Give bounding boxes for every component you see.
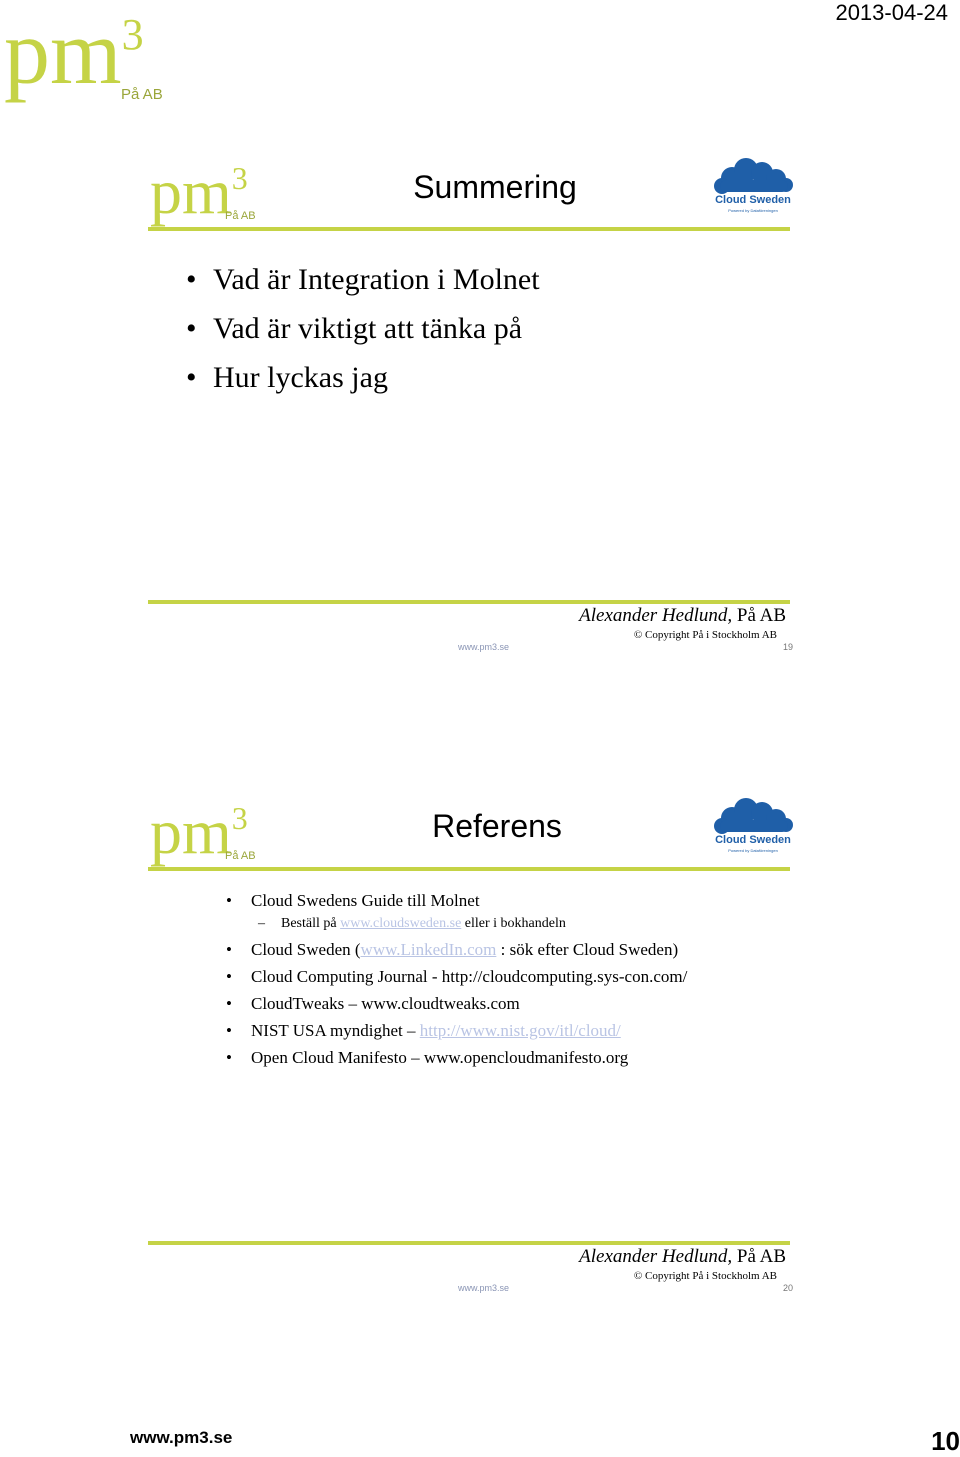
slide20-bullet-5-pre: NIST USA myndighet – xyxy=(251,1021,420,1040)
slide20-logo-text: pm xyxy=(150,796,232,867)
slide20-bullet-4 xyxy=(226,994,520,1014)
bullet-dot: • xyxy=(226,967,232,986)
slide20-bullet-1-text: Cloud Swedens Guide till Molnet xyxy=(251,891,480,910)
slide19-footer-rule xyxy=(148,600,790,604)
slide19-author-name: Alexander Hedlund, xyxy=(579,605,733,626)
slide19-copyright: © Copyright På i Stockholm AB xyxy=(633,629,777,641)
bullet-dot: • xyxy=(186,361,197,394)
slide19-bullet-3-text: Hur lyckas jag xyxy=(213,361,388,394)
slide19-bullet-3 xyxy=(186,361,388,395)
slide20-footer-rule xyxy=(148,1241,790,1245)
slide20-page-number: 20 xyxy=(783,1283,794,1293)
bullet-dot: • xyxy=(226,1048,232,1067)
slide19-bullet-2 xyxy=(186,312,522,346)
slide20-cloud-sweden-logo xyxy=(710,798,796,856)
slide19-bullet-2-text: Vad är viktigt att tänka på xyxy=(213,312,523,345)
slide20-bullet-3-text: Cloud Computing Journal - http://cloudcomputing.sys-con.com/ xyxy=(251,967,688,986)
header-logo-text: pm xyxy=(4,1,122,103)
slide19-author xyxy=(579,605,786,627)
slide19-author-org: På AB xyxy=(732,605,786,626)
page-number: 10 xyxy=(931,1426,960,1456)
bullet-dot: • xyxy=(186,263,197,296)
slide20-bullet-6-text: Open Cloud Manifesto – www.opencloudmanifesto.org xyxy=(251,1048,629,1067)
slide20-title-rule xyxy=(148,867,790,871)
page-footer-url[interactable]: www.pm3.se xyxy=(130,1428,233,1447)
dash-mark: – xyxy=(258,916,265,931)
slide20-bullet-6 xyxy=(226,1048,628,1068)
slide19-cloud-sweden-logo xyxy=(710,158,796,216)
header-date: 2013-04-24 xyxy=(835,0,948,25)
slide20-copyright: © Copyright På i Stockholm AB xyxy=(633,1270,777,1282)
cloudsweden-link[interactable]: www.cloudsweden.se xyxy=(340,916,462,931)
slide19-page-number: 19 xyxy=(783,642,794,652)
slide20-bullet-1 xyxy=(226,891,480,911)
slide20-logo-sub: På AB xyxy=(225,850,256,862)
slide20-bullet-2 xyxy=(226,940,678,960)
bullet-dot: • xyxy=(226,891,232,910)
slide20-cloud-logo-text: Cloud Sweden xyxy=(715,834,791,846)
slide19-cloud-logo-sub: Powered by Dataföreningen xyxy=(728,208,778,213)
bullet-dot: • xyxy=(226,994,232,1013)
bullet-dot: • xyxy=(226,1021,232,1040)
slide19-bullet-1 xyxy=(186,263,540,297)
slide20-bullet-5 xyxy=(226,1021,621,1041)
slide19-cloud-logo-text: Cloud Sweden xyxy=(715,194,791,206)
slide20-author-name: Alexander Hedlund, xyxy=(579,1246,733,1267)
header-logo-sub: På AB xyxy=(121,86,163,103)
slide19-bullet-1-text: Vad är Integration i Molnet xyxy=(213,263,540,296)
linkedin-link[interactable]: www.LinkedIn.com xyxy=(360,940,497,959)
slide20-author-org: På AB xyxy=(732,1246,786,1267)
slide20-subbullet-post: eller i bokhandeln xyxy=(461,916,566,931)
slide20-subbullet-1 xyxy=(258,916,566,932)
slide19-logo-text: pm xyxy=(150,156,232,227)
slide20-url[interactable]: www.pm3.se xyxy=(458,1283,510,1293)
nist-link[interactable]: http://www.nist.gov/itl/cloud/ xyxy=(419,1021,621,1040)
slide20-subbullet-pre: Beställ på xyxy=(281,916,341,931)
slide19-url[interactable]: www.pm3.se xyxy=(458,642,510,652)
header-logo-sup: 3 xyxy=(121,10,144,59)
slide19-title: Summering xyxy=(413,169,577,205)
slide20-title: Referens xyxy=(432,808,562,844)
slide20-bullet-2-post: : sök efter Cloud Sweden) xyxy=(496,940,679,959)
slide20-logo-sup: 3 xyxy=(231,800,248,836)
slide20-bullet-3 xyxy=(226,967,687,987)
slide19-title-rule xyxy=(148,227,790,231)
slide20-bullet-2-pre: Cloud Sweden ( xyxy=(251,940,361,959)
bullet-dot: • xyxy=(226,940,232,959)
slide20-author xyxy=(579,1246,786,1268)
slide19-logo-sup: 3 xyxy=(231,160,248,196)
slide20-bullet-4-text: CloudTweaks – www.cloudtweaks.com xyxy=(251,994,520,1013)
bullet-dot: • xyxy=(186,312,197,345)
slide19-logo-sub: På AB xyxy=(225,210,256,222)
slide20-cloud-logo-sub: Powered by Dataföreningen xyxy=(728,848,778,853)
